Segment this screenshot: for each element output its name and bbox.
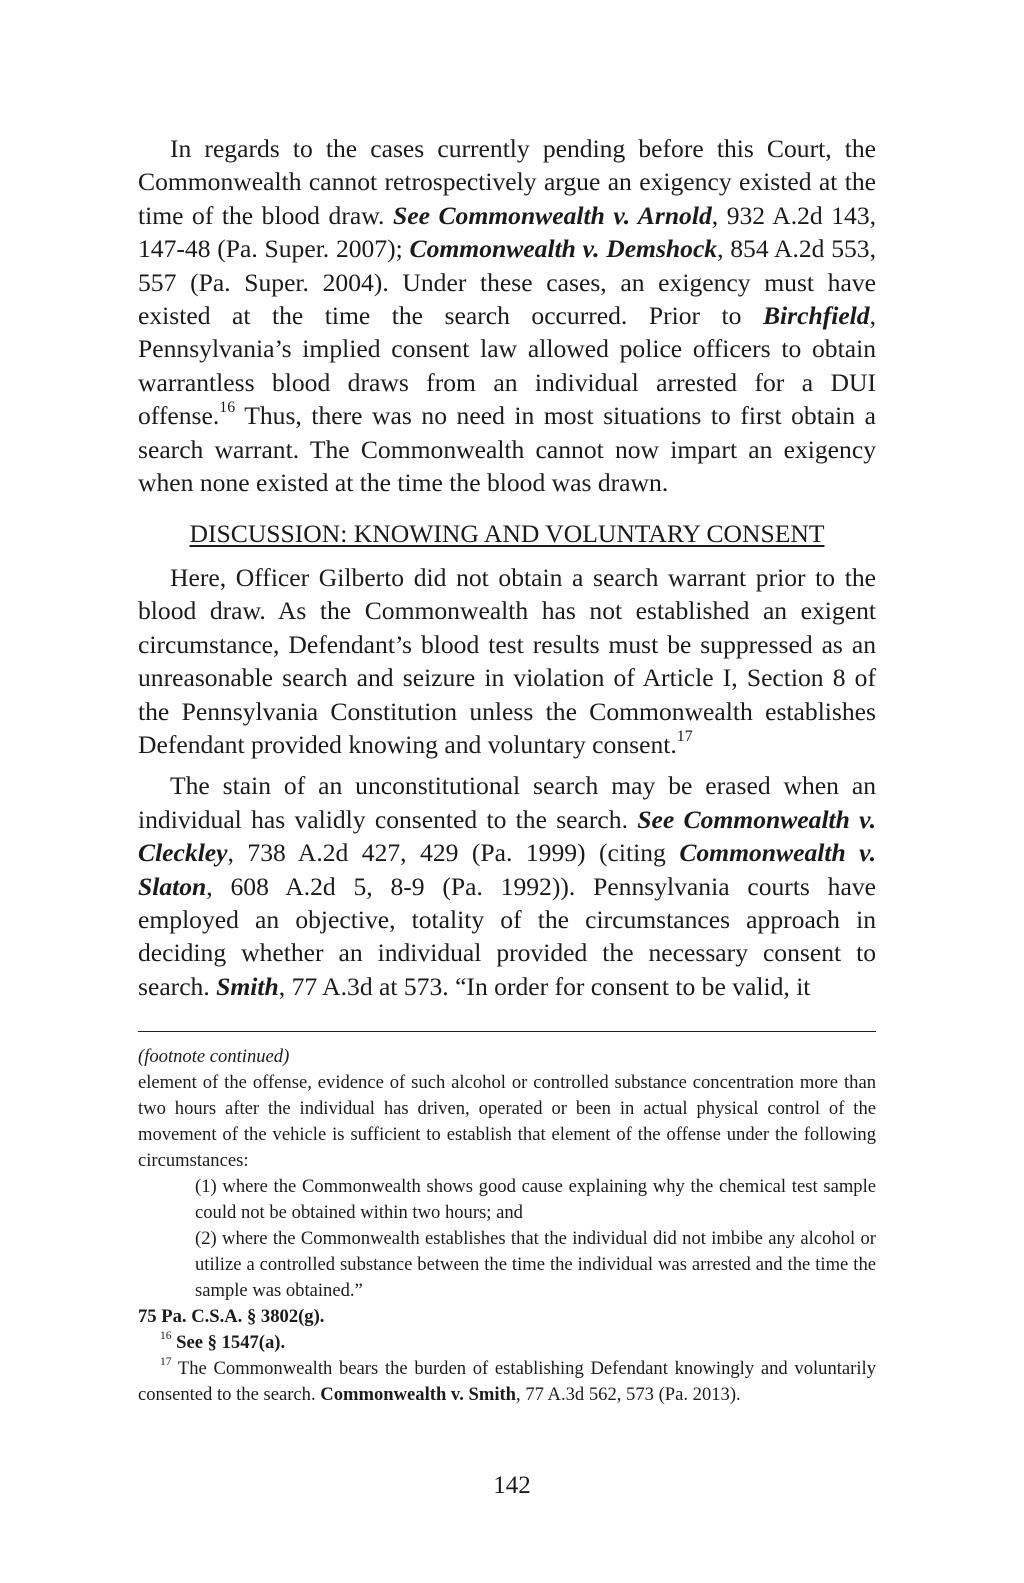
- paragraph-warrant: Here, Officer Gilberto did not obtain a search warrant prior to the blood draw. As the Commonwealth has not established an exigent circumstance, Defendant’s blood test results must be suppressed as an unreasonable search and seizure in violation of Article I, Section 8 of the Pennsylvania Constitution unless the Commonwealth establishes Defendant provided knowing and voluntary consent.$^{17}$: [138, 562, 876, 759]
- footnotes: [138, 1044, 876, 1408]
- case-citation: Commonwealth v. Demshock: [409, 234, 718, 264]
- case-citation: See Commonwealth v. Cleckley: [138, 804, 876, 868]
- footnote-number: 17: [160, 1356, 172, 1369]
- statute-citation: 75 Pa. C.S.A. § 3802(g).: [138, 1306, 325, 1327]
- case-citation: Smith: [216, 971, 279, 1001]
- paragraph-consent: The stain of an unconstitutional search may be erased when an individual has validly consented to the search. See Commonwealth v. Cleckley, 738 A.2d 427, 429 (Pa. 1999) (citing Commonwealth v. Slaton, 608 A.2d 5, 8-9 (Pa. 1992)). Pennsylvania courts have employed an objective, totality of the circumstances approach in deciding whether an individual provided the necessary consent to search. Smith, 77 A.3d at 573. “In order for consent to be valid, it: [138, 771, 876, 1001]
- footnote-continued-label: (footnote continued): [138, 1046, 290, 1067]
- footnote-ref-16: 16: [219, 399, 236, 417]
- case-citation: Commonwealth v. Slaton: [138, 838, 876, 901]
- footnote-17: $^{17}$ The Commonwealth bears the burden of establishing Defendant knowingly and voluntarily consented to the search. Commonwealth v. Smith, 77 A.3d 562, 573 (Pa. 2013).: [138, 1356, 876, 1405]
- main-text: [138, 132, 876, 1003]
- footnote-divider: [138, 1031, 876, 1032]
- case-citation: Commonwealth v. Smith: [320, 1384, 517, 1405]
- footnote-ref-17: 17: [676, 728, 693, 745]
- footnote-continued-text: element of the offense, evidence of such alcohol or controlled substance concentration more than two hours after the individual has driven, operated or been in actual physical control of the movement of the vehicle is sufficient to establish that element of the offense under the following circumstances:: [138, 1072, 876, 1171]
- footnote-number: 16: [160, 1330, 172, 1343]
- section-heading: DISCUSSION: KNOWING AND VOLUNTARY CONSENT: [189, 519, 825, 549]
- page-number: 142: [493, 1472, 531, 1499]
- paragraph-exigency: In regards to the cases currently pending before this Court, the Commonwealth cannot retrospectively argue an exigency existed at the time of the blood draw. See Commonwealth v. Arnold, 932 A.2d 143, 147-48 (Pa. Super. 2007); Commonwealth v. Demshock, 854 A.2d 553, 557 (Pa. Super. 2004). Under these cases, an exigency must have existed at the time the search occurred. Prior to Birchfield, Pennsylvania’s implied consent law allowed police officers to obtain warrantless blood draws from an individual arrested for a DUI offense.$^{16}$ Thus, there was no need in most situations to first obtain a search warrant. The Commonwealth cannot now impart an exigency when none existed at the time the blood was drawn.: [138, 134, 877, 498]
- footnote-16: $^{16}$ See § 1547(a).: [160, 1330, 286, 1353]
- footnote-list-item: (2) where the Commonwealth establishes that the individual did not imbibe any alcohol or utilize a controlled substance between the time the individual was arrested and the time the sample was obtained.”: [195, 1228, 876, 1301]
- case-citation: Birchfield: [762, 301, 870, 331]
- case-citation: See Commonwealth v. Arnold: [392, 200, 712, 230]
- footnote-list-item: (1) where the Commonwealth shows good cause explaining why the chemical test sample could not be obtained within two hours; and: [195, 1176, 876, 1223]
